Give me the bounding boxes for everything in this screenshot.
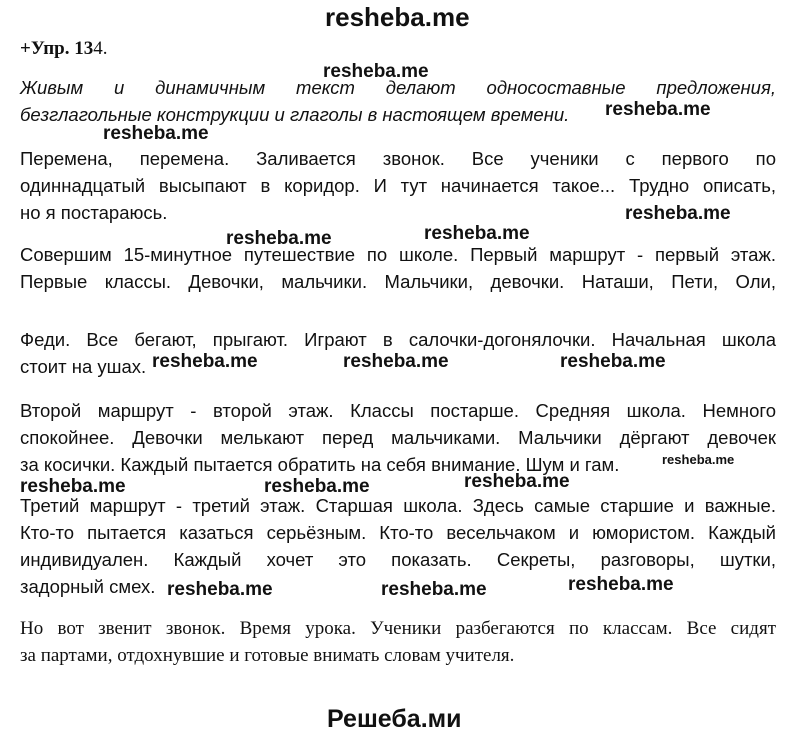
text-line: Живым и динамичным текст делают односоставные предложения, bbox=[20, 77, 776, 98]
watermark-inline: resheba.me bbox=[662, 452, 735, 467]
watermark-inline: resheba.me bbox=[343, 351, 449, 372]
text-line: Феди. Все бегают, прыгают. Играют в салочки-догонялочки. Начальная школа bbox=[20, 329, 776, 350]
paragraph-2 bbox=[20, 241, 776, 295]
text-line: Первые классы. Девочки, мальчики. Мальчики, девочки. Наташи, Пети, Оли, bbox=[20, 271, 776, 292]
watermark-inline: resheba.me bbox=[167, 579, 273, 600]
watermark-bottom: Решеба.ми bbox=[327, 705, 462, 733]
text-line: индивидуален. Каждый хочет это показать. Секреты, разговоры, шутки, bbox=[20, 549, 776, 570]
text-line: Кто-то пытается казаться серьёзным. Кто-то весельчаком и юмористом. Каждый bbox=[20, 522, 776, 543]
text-line: Второй маршрут - второй этаж. Классы постарше. Средняя школа. Немного bbox=[20, 400, 776, 421]
watermark-inline: resheba.me bbox=[625, 203, 731, 224]
watermark-top: resheba.me bbox=[325, 2, 470, 32]
exercise-title-main: +Упр. 13 bbox=[20, 38, 94, 59]
text-line: Перемена, перемена. Заливается звонок. Все ученики с первого по bbox=[20, 148, 776, 169]
text-line: безглагольные конструкции и глаголы в настоящем времени. bbox=[20, 104, 570, 125]
watermark-inline: resheba.me bbox=[226, 228, 332, 249]
watermark-inline: resheba.me bbox=[20, 476, 126, 497]
text-line: стоит на ушах. bbox=[20, 356, 147, 377]
text-line: одиннадцатый высыпают в коридор. И тут начинается такое... Трудно описать, bbox=[20, 175, 776, 196]
watermark-inline: resheba.me bbox=[605, 99, 711, 120]
watermark-inline: resheba.me bbox=[424, 223, 530, 244]
watermark-inline: resheba.me bbox=[464, 471, 570, 492]
text-line: Третий маршрут - третий этаж. Старшая школа. Здесь самые старшие и важные. bbox=[20, 495, 776, 516]
watermark-inline: resheba.me bbox=[560, 351, 666, 372]
text-line: Совершим 15-минутное путешествие по школе. Первый маршрут - первый этаж. bbox=[20, 244, 776, 265]
exercise-title bbox=[20, 38, 107, 60]
text-line: спокойнее. Девочки мелькают перед мальчиками. Мальчики дёргают девочек bbox=[20, 427, 776, 448]
watermark-inline: resheba.me bbox=[568, 574, 674, 595]
text-line: за партами, отдохнувшие и готовые внимать словам учителя. bbox=[20, 645, 515, 666]
text-line: за косички. Каждый пытается обратить на себя внимание. Шум и гам. bbox=[20, 454, 620, 475]
watermark-inline: resheba.me bbox=[152, 351, 258, 372]
text-line: но я постараюсь. bbox=[20, 202, 168, 223]
watermark-inline: resheba.me bbox=[323, 61, 429, 82]
watermark-inline: resheba.me bbox=[264, 476, 370, 497]
text-line: Но вот звенит звонок. Время урока. Ученики разбегаются по классам. Все сидят bbox=[20, 618, 776, 639]
watermark-inline: resheba.me bbox=[381, 579, 487, 600]
paragraph-6 bbox=[20, 615, 776, 669]
text-line: задорный смех. bbox=[20, 576, 156, 597]
watermark-inline: resheba.me bbox=[103, 123, 209, 144]
exercise-title-tail: 4. bbox=[93, 38, 108, 59]
